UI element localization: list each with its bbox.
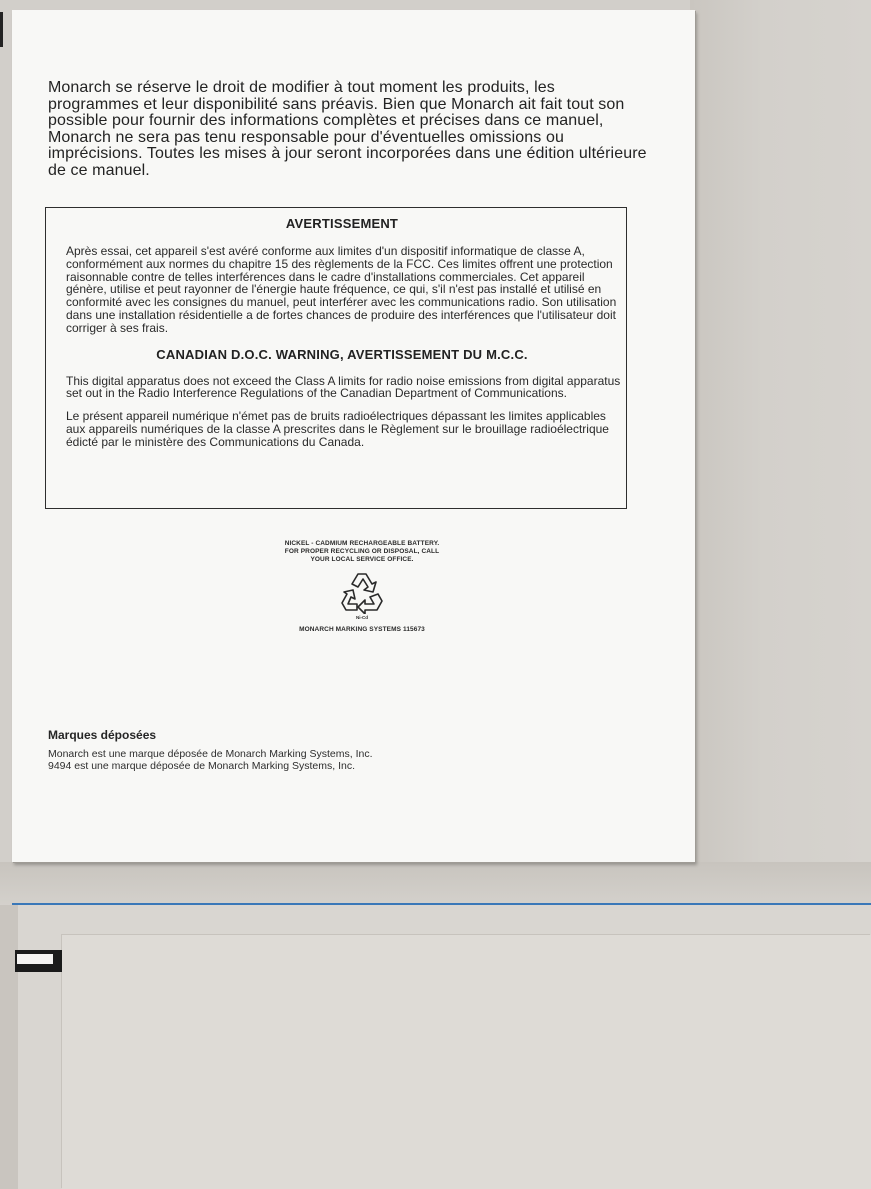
recycle-line-1: NICKEL - CADMIUM RECHARGEABLE BATTERY. — [284, 540, 440, 547]
doc-warning-title: CANADIAN D.O.C. WARNING, AVERTISSEMENT DU M.C.C. — [156, 346, 528, 362]
warning-text: Après essai, cet appareil s'est avéré conforme aux limites d'un dispositif informatique de classe A, conformément aux normes du chapitre 15 des règlements de la FCC. Ces limites offrent une protection raisonnable contre de telles interférences dans le cadre d'installations commerciales. Cet appareil génère, utilise et peut rayonner de l'énergie haute fréquence, ce qui, s'il n'est pas installé et utilisé en conformité avec les consignes du manuel, peut interférer avec les communications radio. Son utilisation dans une installation résidentielle a de fortes chances de produire des interférences que l'utilisateur doit corriger à ses frais. — [66, 244, 617, 335]
warning-box — [45, 207, 627, 509]
doc-warning-french: Le présent appareil numérique n'émet pas de bruits radioélectriques dépassant les limites applicables aux appareils numériques de la classe A prescrites dans le Règlement sur le brouillage radioélectrique édicté par le ministère des Communications du Canada. — [66, 409, 609, 449]
left-dark-strip — [0, 12, 3, 47]
left-page-edge — [0, 905, 18, 1189]
scanner-background-right — [690, 0, 871, 905]
model-number: MONARCH MARKING SYSTEMS 115673 — [299, 626, 425, 633]
trademark-line-1: Monarch est une marque déposée de Monarch Marking Systems, Inc. — [48, 748, 373, 760]
lower-sheet — [62, 935, 871, 1189]
scanner-background-band — [0, 862, 871, 906]
intro-paragraph: Monarch se réserve le droit de modifier à tout moment les produits, les programmes et leur disponibilité sans préavis. Bien que Monarch ait fait tout son possible pour fournir des informations complètes et précises dans ce manuel, Monarch ne sera pas tenu responsable pour d'éventuelles omissions ou imprécisions. Toutes les mises à jour seront incorporées dans une édition ultérieure de ce manuel. — [48, 79, 647, 179]
recycle-icon — [338, 570, 386, 614]
document-page — [12, 10, 695, 862]
recycle-line-3: YOUR LOCAL SERVICE OFFICE. — [310, 556, 414, 563]
trademark-line-2: 9494 est une marque déposée de Monarch Marking Systems, Inc. — [48, 760, 356, 772]
doc-warning-english: This digital apparatus does not exceed the Class A limits for radio noise emissions from digital apparatus set out in the Radio Interference Regulations of the Canadian Department of Communications. — [66, 373, 621, 401]
warning-title: AVERTISSEMENT — [285, 216, 399, 231]
blue-edge-line — [12, 903, 871, 905]
nicd-label: Ni-Cd — [356, 615, 368, 620]
binder-clip-mark — [15, 950, 62, 972]
recycle-line-2: FOR PROPER RECYCLING OR DISPOSAL, CALL — [284, 548, 440, 555]
battery-recycle-notice — [212, 540, 512, 633]
trademarks-heading: Marques déposées — [48, 728, 157, 742]
